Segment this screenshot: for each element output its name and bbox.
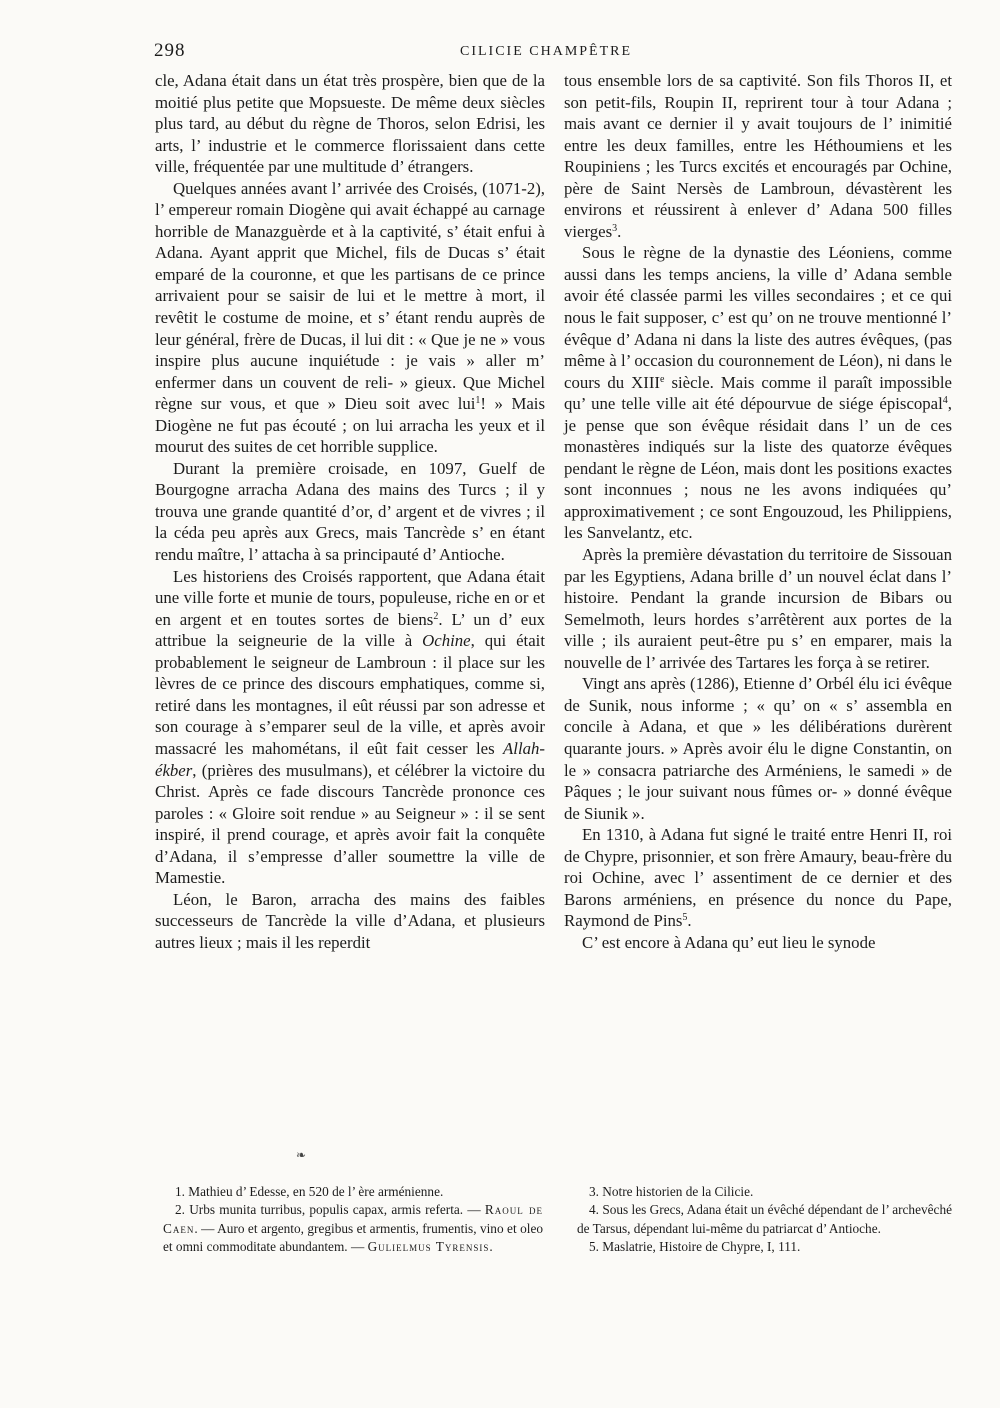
paragraph-text: , (prières des musulmans), et célébrer la victoire du Christ. Après ce fade discours Tancrède prononce ces paroles : « Gloire soit rendue » au Seigneur » : il se sent inspiré, il prend courage, et après avoir fait la conquête d’Adana, il s’empresse d’aller soumettre la ville de Mamestie.: [155, 760, 545, 888]
paragraph-text: Sous le règne de la dynastie des Léoniens, comme aussi dans les temps anciens, la ville d’ Adana semble avoir été classée parmi les villes secondaires ; et ce qui nous le fait supposer, c’ est qu’ on ne trouve mentionné l’ évêque d’ Adana ni dans la liste des autres évêques, (pas même à l’ occasion du couronnement de Léon), ni dans le cours du XIII: [564, 243, 952, 392]
paragraph: Léon, le Baron, arracha des mains des faibles successeurs de Tancrède la ville d’Adana, et plusieurs autres lieux ; mais il les reperdit: [155, 889, 545, 952]
paragraph-text: , je pense que son évêque résidait dans l’ un de ces monastères indiqués sur la liste des quatorze évêques pendant le règne de Léon, mais dont les positions exactes sont inconnues ; nous ne les avons indiquées qu’ approximativement ; ce sont Engouzoud, les Philippiens, les Sanvelantz, etc.: [564, 394, 952, 543]
paragraph: C’ est encore à Adana qu’ eut lieu le synode: [582, 932, 876, 952]
footnote: 5. Maslatrie, Histoire de Chypre, I, 111.: [589, 1238, 801, 1254]
paragraph-text: En 1310, à Adana fut signé le traité entre Henri II, roi de Chypre, prisonnier, et son frère Amaury, beau-frère du roi Ochine, avec l’ assentiment de ce dernier et des Barons arméniens, en présence du nonce du Pape, Raymond de Pins: [564, 825, 952, 931]
paragraph-text: Quelques années avant l’ arrivée des Croisés, (1071-2), l’ empereur romain Diogène qui avait échappé au carnage horrible de Manazguèrde et à la captivité, s’ était enfui à Adana. Ayant apprit que Michel, fils de Ducas s’ était emparé de la couronne, et que les partisans de ce prince arrivaient pour se saisir de lui et le mettre à mort, il revêtit le costume de moine, et s’ étant rendu auprès de leur général, frère de Ducas, il lui dit : « Que je ne » vous inspire plus aucune inquiétude : je vais » aller m’ enfermer dans un couvent de reli- » gieux. Que Michel règne sur vous, et que » Dieu soit avec lui: [155, 178, 545, 414]
paragraph-text: Les historiens des Croisés rapportent, que Adana était une ville forte et munie de tours, populeuse, riche en or et en argent et en toutes sortes de biens: [155, 566, 545, 629]
paragraph: cle, Adana était dans un état très prospère, bien que de la moitié plus petite que Mopsueste. De même deux siècles plus tard, au début du règne de Thoros, selon Edrisi, les arts, l’ industrie et le commerce florissaient dans cette ville, fréquentée par une multitude d’ étrangers.: [155, 71, 545, 177]
footnote-ref: 3: [612, 222, 618, 234]
footnote: 4. Sous les Grecs, Adana était un évêché dépendant de l’ archevêché de Tarsus, dépendant lui-même du patriarcat d’ Antioche.: [577, 1202, 952, 1236]
footnote-text: .: [489, 1238, 493, 1254]
footnote-text: 2. Urbs munita turribus, populis capax, armis referta. —: [175, 1202, 485, 1218]
footnote-ref: 5: [682, 912, 688, 924]
footnote: [163, 1201, 543, 1256]
paragraph-text: , qui était probablement le seigneur de Lambroun : il place sur les lèvres de ce prince des discours emphatiques, comme si, retiré dans les montagnes, il eût réussi par son adresse et son courage à s’emparer seul de la ville, et après avoir massacré les mahométans, il eût fait cesser les: [155, 631, 545, 758]
footnote: 1. Mathieu d’ Edesse, en 520 de l’ ère arménienne.: [175, 1184, 444, 1199]
italic-term: Allah-ékber: [155, 738, 545, 780]
paragraph: [564, 242, 952, 544]
footnote-text: . — Auro et argento, gregibus et armentis, frumentis, vino et oleo et omni commoditate abundantem. —: [163, 1220, 543, 1254]
author-name: Gulielmus Tyrensis: [367, 1238, 490, 1254]
paragraph-text: siècle. Mais comme il paraît impossible qu’ une telle ville ait été dépourvue de siége épiscopal: [564, 372, 952, 414]
footnote-ref: 1: [475, 395, 481, 407]
paragraph: [155, 178, 545, 458]
paragraph-text: tous ensemble lors de sa captivité. Son fils Thoros II, et son petit-fils, Roupin II, reprirent tour à tour Adana ; mais avant ce dernier il y avait toujours de l’ inimitié entre les deux familles, entre les Héthoumiens et les Roupiniens ; les Turcs excités et encouragés par Ochine, père de Saint Nersès de Lambroun, dévastèrent les environs et réussirent à enlever d’ Adana 500 filles vierges: [564, 71, 952, 241]
paragraph-text: . L’ un d’ eux attribue la seigneurie de la ville à: [155, 609, 546, 651]
footnote: 3. Notre historien de la Cilicie.: [589, 1184, 754, 1199]
running-title: CILICIE CHAMPÊTRE: [460, 44, 633, 59]
paragraph: [155, 566, 545, 889]
paragraph: Durant la première croisade, en 1097, Guelf de Bourgogne arracha Adana des mains des Turcs ; il y trouva une grande quantité d’or, d’ argent et de vivres ; il la céda peu après aux Grecs, mais Tancrède s’ en étant rendu maître, l’ attacha à sa principauté d’ Antioche.: [155, 458, 545, 565]
footnote-ref: 2: [433, 610, 439, 622]
century-suffix: e: [660, 373, 665, 385]
footnotes-left: [163, 1183, 543, 1256]
left-column: [155, 70, 545, 953]
paragraph: Vingt ans après (1286), Etienne d’ Orbél élu ici évêque de Sunik, nous informe ; « qu’ on « s’ assembla en concile à Adana, et que » les délibérations durèrent quarante jours. » Après avoir élu le digne Constantin, on le » consacra patriarche des Arméniens, le samedi » de Pâques ; le jour suivant nous fûmes or- » donné évêque de Siunik ».: [564, 674, 952, 823]
right-column: [564, 70, 952, 953]
page-number: 298: [154, 40, 186, 61]
ornament-icon: ❧: [296, 1148, 307, 1162]
author-name: Raoul de Caen: [163, 1202, 544, 1236]
paragraph-text: .: [617, 221, 622, 241]
italic-term: Ochine: [422, 631, 471, 651]
paragraph: [564, 70, 952, 242]
paragraph-text: .: [687, 911, 692, 931]
paragraph: [564, 824, 952, 932]
footnotes-right: [577, 1183, 952, 1256]
footnote-ref: 4: [942, 395, 948, 407]
paragraph-text: ! » Mais Diogène ne fut pas écouté ; on lui arracha les yeux et il mourut des suites de cet horrible supplice.: [155, 394, 546, 457]
paragraph: Après la première dévastation du territoire de Sissouan par les Egyptiens, Adana brille d’ un nouvel éclat dans l’ histoire. Pendant la grande incursion de Bibars ou Semelmoth, leurs hordes s’arrêtèrent aux portes de la ville ; ils auraient peut-être pu s’ en emparer, mais la nouvelle de l’ arrivée des Tartares les força à se retirer.: [564, 545, 952, 672]
